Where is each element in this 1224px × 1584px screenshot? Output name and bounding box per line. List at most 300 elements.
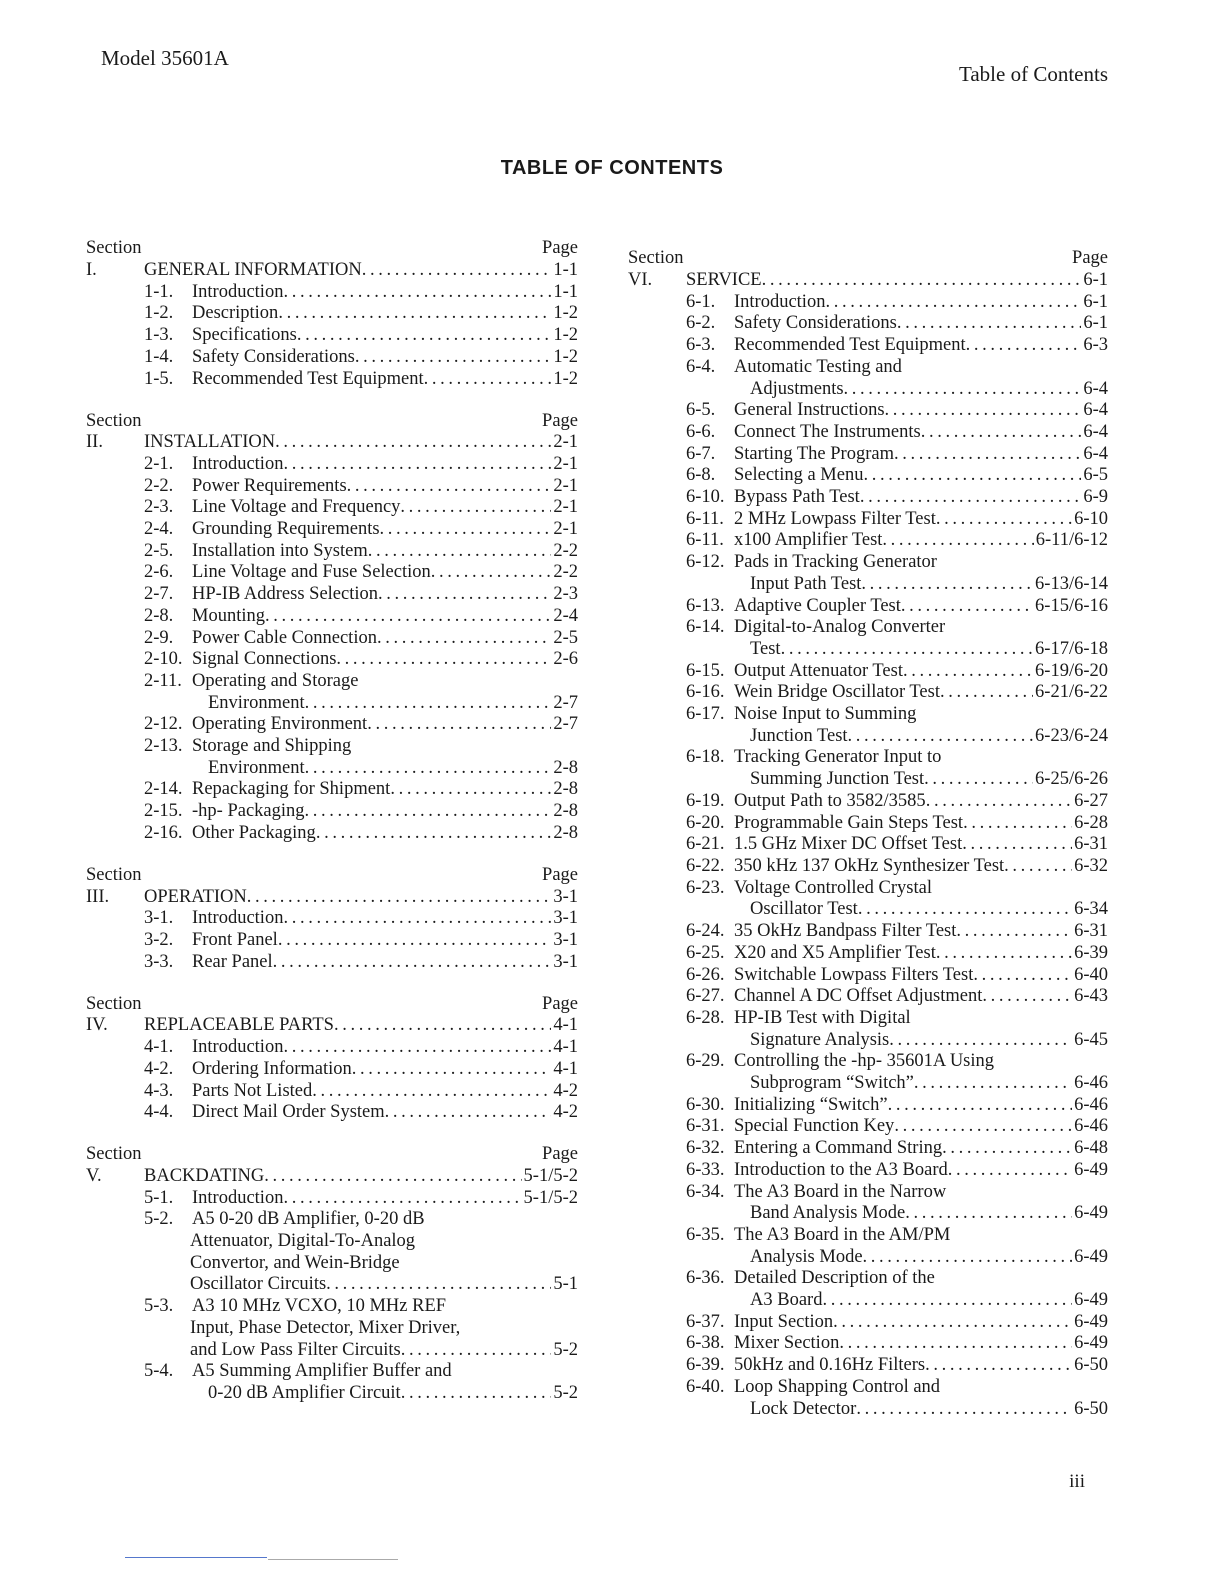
toc-entry: [86, 930, 578, 952]
section-heading-labels: [628, 248, 1108, 270]
toc-entry-continuation: [628, 639, 1108, 661]
section-heading-labels: [86, 238, 578, 260]
toc-entry: [628, 943, 1108, 965]
entry-number: 6-26.: [686, 964, 725, 985]
toc-entry: [86, 303, 578, 325]
toc-entry: [628, 313, 1108, 335]
entry-text: 2 MHz Lowpass Filter Test: [734, 508, 936, 529]
section-label: Section: [86, 410, 142, 431]
entry-text: Detailed Description of the: [734, 1268, 935, 1289]
dot-leader: [962, 834, 1072, 856]
dot-leader: [781, 639, 1033, 661]
page-label: Page: [542, 1144, 578, 1165]
toc-section: [86, 1144, 578, 1405]
entry-text: A5 0-20 dB Amplifier, 0-20 dB: [192, 1209, 425, 1230]
entry-number: 2-13.: [144, 736, 183, 757]
entry-text-cont: Junction Test: [750, 725, 848, 746]
toc-entry-continuation: [628, 1030, 1108, 1052]
dot-leader: [1004, 856, 1072, 878]
entry-text: Programmable Gain Steps Test: [734, 812, 964, 833]
dot-leader: [889, 1030, 1072, 1052]
toc-entry: [86, 628, 578, 650]
dot-leader: [390, 779, 551, 801]
section-number: VI.: [628, 270, 653, 290]
entry-number: 6-31.: [686, 1116, 725, 1137]
entry-number: 2-9.: [144, 627, 174, 648]
entry-page: 6-49: [1074, 1290, 1108, 1311]
entry-text: Introduction: [192, 1187, 284, 1208]
entry-page: 6-15/6-16: [1035, 595, 1108, 616]
entry-text: Digital-to-Analog Converter: [734, 617, 946, 638]
toc-entry: [628, 986, 1108, 1008]
entry-number: 2-12.: [144, 714, 183, 735]
entry-text: Introduction: [734, 291, 826, 312]
dot-leader: [326, 1274, 551, 1296]
dot-leader: [885, 400, 1082, 422]
dot-leader: [352, 1059, 552, 1081]
toc-entry: [628, 921, 1108, 943]
entry-text: Mounting: [192, 605, 265, 626]
toc-entry: [86, 952, 578, 974]
entry-text: Entering a Command String: [734, 1138, 943, 1159]
entry-page: 6-27: [1074, 790, 1108, 811]
entry-text: Switchable Lowpass Filters Test: [734, 964, 974, 985]
entry-text: A5 Summing Amplifier Buffer and: [192, 1361, 452, 1382]
entry-text: Input Section: [734, 1311, 834, 1332]
entry-text: Special Function Key: [734, 1116, 895, 1137]
entry-number: 6-4.: [686, 356, 716, 377]
section-number: I.: [86, 260, 97, 280]
entry-text: Loop Shapping Control and: [734, 1376, 941, 1397]
toc-entry: [628, 465, 1108, 487]
entry-page: 6-17/6-18: [1035, 638, 1108, 659]
entry-page: 2-7: [553, 692, 578, 713]
entry-number: 2-15.: [144, 801, 183, 822]
entry-page: 6-49: [1074, 1159, 1108, 1180]
entry-text: Output Path to 3582/3585: [734, 790, 926, 811]
entry-text: Front Panel: [192, 929, 278, 950]
section-title: INSTALLATION: [144, 432, 276, 453]
entry-page: 5-2: [553, 1382, 578, 1403]
entry-number: 6-28.: [686, 1007, 725, 1028]
entry-page: 6-4: [1083, 400, 1108, 421]
section-title-row: [86, 1015, 578, 1037]
dot-leader: [368, 541, 552, 563]
entry-page: 6-1: [1083, 291, 1108, 312]
dot-leader: [894, 1116, 1072, 1138]
entry-page: 3-1: [553, 929, 578, 950]
entry-text-cont: Adjustments: [750, 378, 844, 399]
section-page: 1-1: [553, 260, 578, 280]
toc-entry: [86, 1209, 578, 1231]
section-number: II.: [86, 432, 103, 453]
entry-page: 6-40: [1074, 964, 1108, 985]
toc-entry: [628, 400, 1108, 422]
dot-leader: [334, 1015, 551, 1037]
entry-page: 6-49: [1074, 1203, 1108, 1224]
entry-page: 6-4: [1083, 421, 1108, 442]
dot-leader: [278, 303, 551, 325]
toc-section: [86, 993, 578, 1124]
dot-leader: [848, 726, 1033, 748]
toc-entry: [86, 714, 578, 736]
entry-text-cont: Subprogram “Switch”: [750, 1073, 914, 1094]
entry-text: Pads in Tracking Generator: [734, 552, 937, 573]
entry-text: Safety Considerations: [192, 346, 355, 367]
entry-page: 4-2: [553, 1080, 578, 1101]
entry-text-cont: Band Analysis Mode: [750, 1203, 906, 1224]
entry-number: 1-4.: [144, 346, 174, 367]
entry-page: 4-1: [553, 1037, 578, 1058]
toc-entry: [628, 596, 1108, 618]
entry-page: 6-50: [1074, 1398, 1108, 1419]
entry-page: 2-8: [553, 779, 578, 800]
toc-entry: [628, 1268, 1108, 1290]
dot-leader: [863, 1247, 1073, 1269]
dot-leader: [316, 823, 552, 845]
section-title-row: [86, 432, 578, 454]
dot-leader: [863, 465, 1081, 487]
section-page: 2-1: [553, 432, 578, 453]
entry-text: Operating Environment: [192, 714, 368, 735]
dot-leader: [925, 1355, 1072, 1377]
toc-entry: [628, 1051, 1108, 1073]
section-title-row: [86, 887, 578, 909]
toc-entry: [628, 1377, 1108, 1399]
toc-entry: [86, 369, 578, 391]
entry-page: 6-9: [1083, 487, 1108, 508]
toc-entry: [628, 1160, 1108, 1182]
entry-text: x100 Amplifier Test: [734, 530, 883, 551]
toc-entry: [628, 1008, 1108, 1030]
entry-text: Line Voltage and Fuse Selection: [192, 562, 431, 583]
entry-text: Introduction to the A3 Board: [734, 1159, 948, 1180]
entry-number: 6-17.: [686, 704, 725, 725]
page-title: TABLE OF CONTENTS: [500, 157, 724, 179]
entry-text-line: Input, Phase Detector, Mixer Driver,: [190, 1317, 461, 1338]
entry-number: 6-21.: [686, 834, 725, 855]
entry-number: 6-34.: [686, 1181, 725, 1202]
entry-number: 6-40.: [686, 1376, 725, 1397]
toc-entry-continuation: [86, 758, 578, 780]
toc-entry: [86, 736, 578, 758]
dot-leader: [936, 943, 1072, 965]
dot-leader: [966, 335, 1082, 357]
entry-page: 6-23/6-24: [1035, 725, 1108, 746]
section-heading-labels: [86, 865, 578, 887]
entry-page: 6-31: [1074, 921, 1108, 942]
section-heading-labels: [86, 993, 578, 1015]
dot-leader: [833, 1312, 1072, 1334]
dot-leader: [897, 313, 1081, 335]
entry-number: 4-4.: [144, 1102, 174, 1123]
entry-number: 2-7.: [144, 584, 174, 605]
entry-page: 6-49: [1074, 1311, 1108, 1332]
dot-leader: [264, 1166, 521, 1188]
dot-leader: [265, 606, 551, 628]
entry-text: Installation into System: [192, 540, 368, 561]
entry-page: 6-4: [1083, 443, 1108, 464]
entry-page: 6-46: [1074, 1094, 1108, 1115]
entry-page: 6-46: [1074, 1073, 1108, 1094]
entry-text: HP-IB Test with Digital: [734, 1007, 911, 1028]
entry-text: 35 OkHz Bandpass Filter Test: [734, 921, 957, 942]
dot-leader: [355, 347, 551, 369]
entry-text-cont: Oscillator Circuits: [190, 1274, 327, 1295]
entry-text: Mixer Section: [734, 1333, 840, 1354]
dot-leader: [940, 682, 1033, 704]
toc-right-column: [628, 248, 1108, 1440]
entry-page: 6-34: [1074, 899, 1108, 920]
page-number: iii: [1069, 1471, 1085, 1492]
dot-leader: [336, 649, 551, 671]
toc-entry: [86, 1037, 578, 1059]
entry-page: 6-10: [1074, 508, 1108, 529]
entry-text: Recommended Test Equipment: [734, 335, 966, 356]
entry-page: 6-28: [1074, 812, 1108, 833]
entry-number: 2-14.: [144, 779, 183, 800]
dot-leader: [431, 562, 552, 584]
entry-number: 6-7.: [686, 443, 716, 464]
dot-leader: [858, 899, 1072, 921]
entry-text-cont: Environment: [208, 757, 305, 778]
entry-text: Introduction: [192, 453, 284, 474]
entry-text: Channel A DC Offset Adjustment: [734, 986, 983, 1007]
entry-text-cont: Oscillator Test: [750, 899, 858, 920]
entry-number: 2-6.: [144, 562, 174, 583]
toc-entry-continuation: [628, 574, 1108, 596]
entry-number: 2-11.: [144, 670, 182, 691]
entry-page: 3-1: [553, 908, 578, 929]
dot-leader: [905, 1203, 1072, 1225]
entry-page: 6-1: [1083, 313, 1108, 334]
entry-page: 2-2: [553, 562, 578, 583]
toc-entry-continuation: [86, 1318, 578, 1340]
toc-entry: [86, 347, 578, 369]
section-title-row: [628, 270, 1108, 292]
entry-number: 5-4.: [144, 1361, 174, 1382]
toc-entry: [628, 965, 1108, 987]
entry-page: 2-7: [553, 714, 578, 735]
entry-number: 6-25.: [686, 942, 725, 963]
entry-page: 2-3: [553, 584, 578, 605]
entry-text: Storage and Shipping: [192, 736, 352, 757]
entry-text: Power Cable Connection: [192, 627, 377, 648]
entry-page: 2-2: [553, 540, 578, 561]
dot-leader: [401, 1383, 552, 1405]
entry-page: 2-5: [553, 627, 578, 648]
entry-text: Description: [192, 303, 279, 324]
entry-page: 6-3: [1083, 335, 1108, 356]
toc-entry: [628, 704, 1108, 726]
toc-entry: [86, 779, 578, 801]
toc-entry: [628, 444, 1108, 466]
section-heading-labels: [86, 410, 578, 432]
dot-leader: [278, 930, 552, 952]
entry-number: 6-10.: [686, 487, 725, 508]
entry-text: Automatic Testing and: [734, 356, 902, 377]
entry-text-cont: 0-20 dB Amplifier Circuit: [208, 1382, 401, 1403]
entry-number: 6-12.: [686, 552, 725, 573]
entry-text-cont: Lock Detector: [750, 1398, 857, 1419]
entry-page: 2-1: [553, 475, 578, 496]
entry-number: 1-1.: [144, 281, 174, 302]
entry-page: 6-19/6-20: [1035, 660, 1108, 681]
entry-text-line: Attenuator, Digital-To-Analog: [190, 1231, 416, 1252]
section-label: Section: [86, 993, 142, 1014]
toc-entry: [628, 1116, 1108, 1138]
toc-entry: [628, 617, 1108, 639]
entry-text-cont: Analysis Mode: [750, 1246, 863, 1267]
entry-number: 5-3.: [144, 1296, 174, 1317]
entry-page: 6-5: [1083, 465, 1108, 486]
entry-page: 4-1: [553, 1058, 578, 1079]
toc-entry: [86, 671, 578, 693]
entry-number: 3-2.: [144, 929, 174, 950]
entry-number: 6-24.: [686, 921, 725, 942]
dot-leader: [856, 1399, 1072, 1421]
entry-number: 6-14.: [686, 617, 725, 638]
dot-leader: [973, 965, 1072, 987]
scan-artifact-line-2: [268, 1559, 398, 1560]
entry-page: 5-2: [553, 1339, 578, 1360]
toc-entry: [628, 747, 1108, 769]
entry-text: 350 kHz 137 OkHz Synthesizer Test: [734, 855, 1005, 876]
entry-page: 2-1: [553, 453, 578, 474]
entry-page: 6-49: [1074, 1333, 1108, 1354]
entry-text: Other Packaging: [192, 822, 316, 843]
toc-entry: [628, 1138, 1108, 1160]
toc-entry: [628, 834, 1108, 856]
entry-text: Introduction: [192, 1037, 284, 1058]
dot-leader: [424, 369, 552, 391]
entry-page: 5-1/5-2: [523, 1187, 578, 1208]
entry-page: 6-25/6-26: [1035, 769, 1108, 790]
entry-page: 6-21/6-22: [1035, 682, 1108, 703]
section-number: III.: [86, 886, 110, 907]
dot-leader: [380, 519, 552, 541]
entry-page: 4-2: [553, 1102, 578, 1123]
dot-leader: [305, 801, 552, 823]
entry-number: 6-13.: [686, 595, 725, 616]
toc-entry: [86, 649, 578, 671]
dot-leader: [377, 628, 551, 650]
entry-number: 2-8.: [144, 605, 174, 626]
toc-entry-continuation: [628, 1290, 1108, 1312]
dot-leader: [844, 379, 1082, 401]
section-number: V.: [86, 1165, 102, 1186]
dot-leader: [839, 1333, 1072, 1355]
entry-text: Voltage Controlled Crystal: [734, 877, 932, 898]
entry-page: 6-32: [1074, 855, 1108, 876]
dot-leader: [888, 1095, 1072, 1117]
toc-entry: [628, 1312, 1108, 1334]
dot-leader: [822, 1290, 1072, 1312]
toc-entry: [628, 552, 1108, 574]
model-header: Model 35601A: [101, 46, 229, 70]
page-label: Page: [542, 993, 578, 1014]
entry-text: 50kHz and 0.16Hz Filters: [734, 1355, 926, 1376]
dot-leader: [882, 530, 1033, 552]
entry-number: 3-1.: [144, 908, 174, 929]
entry-page: 6-50: [1074, 1355, 1108, 1376]
entry-page: 6-45: [1074, 1029, 1108, 1050]
entry-number: 1-5.: [144, 368, 174, 389]
toc-entry-continuation: [86, 1231, 578, 1253]
toc-entry: [628, 357, 1108, 379]
entry-page: 6-11/6-12: [1035, 530, 1108, 551]
entry-text: General Instructions: [734, 400, 885, 421]
entry-number: 2-5.: [144, 540, 174, 561]
dot-leader: [903, 661, 1033, 683]
entry-number: 6-32.: [686, 1138, 725, 1159]
dot-leader: [283, 1037, 551, 1059]
dot-leader: [305, 758, 552, 780]
entry-text: Power Requirements: [192, 475, 347, 496]
entry-number: 6-6.: [686, 421, 716, 442]
entry-page: 2-8: [553, 801, 578, 822]
toc-entry: [86, 823, 578, 845]
entry-text: Direct Mail Order System: [192, 1102, 385, 1123]
dot-leader: [273, 952, 552, 974]
entry-page: 2-8: [553, 757, 578, 778]
section-header: Table of Contents: [959, 62, 1108, 86]
page-label: Page: [542, 238, 578, 259]
toc-entry-continuation: [628, 1399, 1108, 1421]
section-label: Section: [628, 248, 684, 269]
dot-leader: [247, 887, 552, 909]
toc-entry: [628, 791, 1108, 813]
entry-page: 2-1: [553, 519, 578, 540]
toc-entry: [628, 530, 1108, 552]
section-title: SERVICE: [686, 270, 762, 290]
entry-page: 6-49: [1074, 1246, 1108, 1267]
entry-text-cont: Environment: [208, 692, 305, 713]
entry-number: 6-38.: [686, 1333, 725, 1354]
entry-number: 6-19.: [686, 790, 725, 811]
entry-number: 6-33.: [686, 1159, 725, 1180]
entry-number: 4-2.: [144, 1058, 174, 1079]
entry-text: Grounding Requirements: [192, 519, 380, 540]
dot-leader: [861, 574, 1033, 596]
entry-text: Output Attenuator Test: [734, 660, 903, 681]
entry-text: Specifications: [192, 325, 297, 346]
entry-number: 6-30.: [686, 1094, 725, 1115]
entry-text: X20 and X5 Amplifier Test: [734, 942, 936, 963]
entry-page: 6-31: [1074, 834, 1108, 855]
toc-entry: [86, 541, 578, 563]
entry-text: Rear Panel: [192, 951, 273, 972]
entry-page: 1-1: [553, 281, 578, 302]
entry-number: 6-29.: [686, 1051, 725, 1072]
entry-text: Controlling the -hp- 35601A Using: [734, 1051, 995, 1072]
page-label: Page: [542, 410, 578, 431]
section-label: Section: [86, 1144, 142, 1165]
section-page: 3-1: [553, 886, 578, 907]
entry-page: 6-46: [1074, 1116, 1108, 1137]
toc-entry: [86, 476, 578, 498]
entry-number: 2-3.: [144, 497, 174, 518]
entry-number: 6-3.: [686, 335, 716, 356]
toc-entry-continuation: [628, 379, 1108, 401]
section-title: OPERATION: [144, 886, 247, 907]
entry-page: 3-1: [553, 951, 578, 972]
toc-entry-continuation: [86, 1253, 578, 1275]
toc-entry-continuation: [628, 726, 1108, 748]
section-title: REPLACEABLE PARTS: [144, 1015, 334, 1036]
dot-leader: [894, 444, 1081, 466]
toc-entry: [628, 682, 1108, 704]
